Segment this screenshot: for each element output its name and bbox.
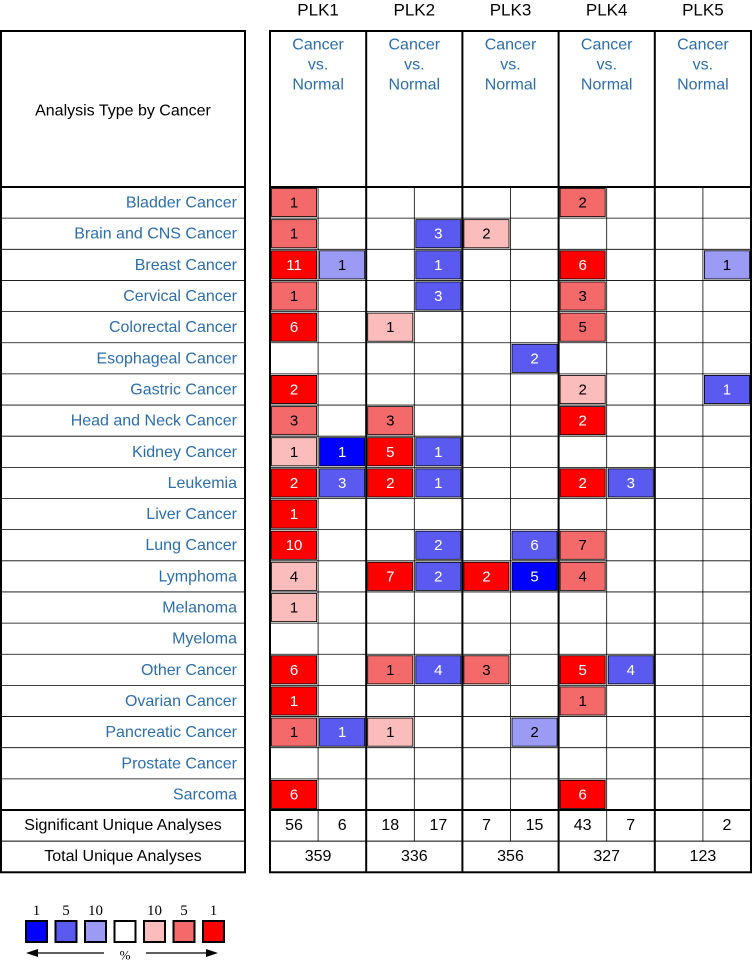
cell-value: 3 xyxy=(482,661,491,679)
cell-value: 1 xyxy=(289,599,299,617)
comparison-label: Normal xyxy=(484,76,537,94)
row-label-cancer: Melanoma xyxy=(162,599,237,617)
cell-value: 5 xyxy=(386,443,395,461)
comparison-label: Cancer xyxy=(677,36,729,54)
cell-value: 1 xyxy=(386,661,395,679)
cell-value: 3 xyxy=(434,288,443,306)
cell-value: 2 xyxy=(578,412,587,430)
legend-swatch xyxy=(203,921,224,942)
cell-value: 3 xyxy=(626,474,635,492)
cell-value: 6 xyxy=(289,319,299,337)
row-header-title: Analysis Type by Cancer xyxy=(35,102,211,120)
cell-value: 10 xyxy=(285,537,303,555)
cell-value: 3 xyxy=(434,225,443,243)
comparison-label: Normal xyxy=(388,76,441,94)
significant-count: 15 xyxy=(525,817,544,835)
row-label-cancer: Cervical Cancer xyxy=(123,288,237,306)
comparison-label: Cancer xyxy=(292,36,344,54)
row-label-cancer: Lung Cancer xyxy=(145,537,237,555)
legend-swatch xyxy=(56,921,77,942)
significant-count: 2 xyxy=(722,817,732,835)
cell-value: 1 xyxy=(337,724,347,742)
cell-value: 3 xyxy=(289,412,299,430)
cell-value: 4 xyxy=(626,661,635,679)
legend-label-blue: 5 xyxy=(62,903,70,919)
gene-label-plk1: PLK1 xyxy=(297,0,339,20)
legend-label-red: 10 xyxy=(147,903,162,919)
row-label-cancer: Breast Cancer xyxy=(134,256,237,274)
total-count: 123 xyxy=(689,848,717,866)
cell-value: 1 xyxy=(722,256,732,274)
significant-count: 6 xyxy=(337,817,347,835)
cell-value: 7 xyxy=(578,537,587,555)
row-label-cancer: Brain and CNS Cancer xyxy=(74,225,237,243)
cell-value: 6 xyxy=(289,661,299,679)
row-label-cancer: Head and Neck Cancer xyxy=(70,412,237,430)
cell-value: 5 xyxy=(578,661,587,679)
cell-value: 4 xyxy=(578,568,587,586)
significant-count: 18 xyxy=(381,817,400,835)
legend-label-red: 5 xyxy=(180,903,188,919)
row-label-cancer: Leukemia xyxy=(167,474,237,492)
cell-value: 2 xyxy=(482,225,491,243)
significant-label: Significant Unique Analyses xyxy=(24,817,222,835)
cell-value: 2 xyxy=(289,381,299,399)
total-count: 359 xyxy=(304,848,332,866)
cell-value: 1 xyxy=(722,381,732,399)
row-label-cancer: Myeloma xyxy=(172,630,237,648)
cell-value: 6 xyxy=(578,256,587,274)
cell-value: 6 xyxy=(289,786,299,804)
total-count: 356 xyxy=(497,848,524,866)
row-label-cancer: Bladder Cancer xyxy=(125,194,237,212)
significant-count: 17 xyxy=(429,817,448,835)
row-label-cancer: Colorectal Cancer xyxy=(108,319,237,337)
cell-value: 1 xyxy=(289,288,299,306)
cell-value: 1 xyxy=(386,319,395,337)
comparison-label: vs. xyxy=(404,56,425,74)
legend-swatch xyxy=(26,921,47,942)
cell-value: 1 xyxy=(386,724,395,742)
row-label-cancer: Pancreatic Cancer xyxy=(105,724,237,742)
cell-value: 6 xyxy=(530,537,539,555)
significant-count: 56 xyxy=(285,817,303,835)
total-label: Total Unique Analyses xyxy=(44,848,202,866)
cell-value: 5 xyxy=(578,319,587,337)
comparison-label: vs. xyxy=(596,56,617,74)
legend-swatch xyxy=(174,921,195,942)
legend-arrow-right-head xyxy=(206,949,218,957)
row-label-cancer: Liver Cancer xyxy=(146,506,237,524)
comparison-label: Normal xyxy=(292,76,344,94)
cell-value: 2 xyxy=(578,474,587,492)
comparison-label: Normal xyxy=(580,76,633,94)
cell-value: 1 xyxy=(289,443,299,461)
legend-unit: % xyxy=(119,947,131,963)
cell-value: 2 xyxy=(482,568,491,586)
comparison-label: Cancer xyxy=(580,36,633,54)
significant-count: 7 xyxy=(626,817,636,835)
row-label-cancer: Esophageal Cancer xyxy=(96,350,237,368)
cell-value: 1 xyxy=(337,443,347,461)
legend-label-blue: 10 xyxy=(88,903,103,919)
row-label-cancer: Sarcoma xyxy=(172,786,237,804)
cell-value: 1 xyxy=(289,225,299,243)
cell-value: 1 xyxy=(289,692,299,710)
comparison-label: Normal xyxy=(677,76,729,94)
significant-count: 7 xyxy=(481,817,491,835)
row-label-cancer: Lymphoma xyxy=(158,568,237,586)
cell-value: 2 xyxy=(578,194,587,212)
row-label-cancer: Gastric Cancer xyxy=(130,381,237,399)
cell-value: 2 xyxy=(578,381,587,399)
row-label-cancer: Prostate Cancer xyxy=(121,755,237,773)
cell-value: 4 xyxy=(289,568,299,586)
comparison-label: vs. xyxy=(307,56,329,74)
significant-count: 43 xyxy=(573,817,592,835)
cell-value: 2 xyxy=(434,537,443,555)
cell-value: 2 xyxy=(386,474,395,492)
cell-value: 1 xyxy=(434,474,443,492)
cell-value: 4 xyxy=(434,661,443,679)
gene-label-plk5: PLK5 xyxy=(682,0,724,20)
cell-value: 1 xyxy=(434,256,443,274)
comparison-label: Cancer xyxy=(388,36,441,54)
cell-value: 2 xyxy=(530,350,539,368)
cell-value: 1 xyxy=(289,506,299,524)
cell-value: 1 xyxy=(434,443,443,461)
row-label-cancer: Ovarian Cancer xyxy=(124,692,237,710)
legend-swatch xyxy=(85,921,106,942)
cell-value: 11 xyxy=(286,256,302,274)
comparison-label: Cancer xyxy=(484,36,537,54)
cell-value: 1 xyxy=(337,256,347,274)
cell-value: 3 xyxy=(578,288,587,306)
total-count: 336 xyxy=(400,848,428,866)
legend-swatch xyxy=(115,921,136,942)
legend-label-red: 1 xyxy=(209,903,218,919)
row-label-cancer: Other Cancer xyxy=(140,661,237,679)
cell-value: 1 xyxy=(289,724,299,742)
gene-label-plk3: PLK3 xyxy=(489,0,532,20)
cell-value: 1 xyxy=(289,194,299,212)
legend-label-blue: 1 xyxy=(32,903,41,919)
comparison-label: vs. xyxy=(500,56,521,74)
cell-value: 3 xyxy=(337,474,347,492)
cell-value: 2 xyxy=(530,724,539,742)
cell-value: 7 xyxy=(386,568,395,586)
cell-value: 1 xyxy=(578,692,587,710)
legend-swatch xyxy=(144,921,165,942)
cell-value: 3 xyxy=(386,412,395,430)
comparison-label: vs. xyxy=(692,56,714,74)
cell-value: 2 xyxy=(289,474,299,492)
gene-label-plk4: PLK4 xyxy=(585,0,628,20)
cell-value: 6 xyxy=(578,786,587,804)
total-count: 327 xyxy=(593,848,621,866)
gene-label-plk2: PLK2 xyxy=(393,0,436,20)
row-label-cancer: Kidney Cancer xyxy=(132,443,237,461)
legend-arrow-left-head xyxy=(26,949,38,957)
cell-value: 2 xyxy=(434,568,443,586)
cell-value: 5 xyxy=(530,568,539,586)
